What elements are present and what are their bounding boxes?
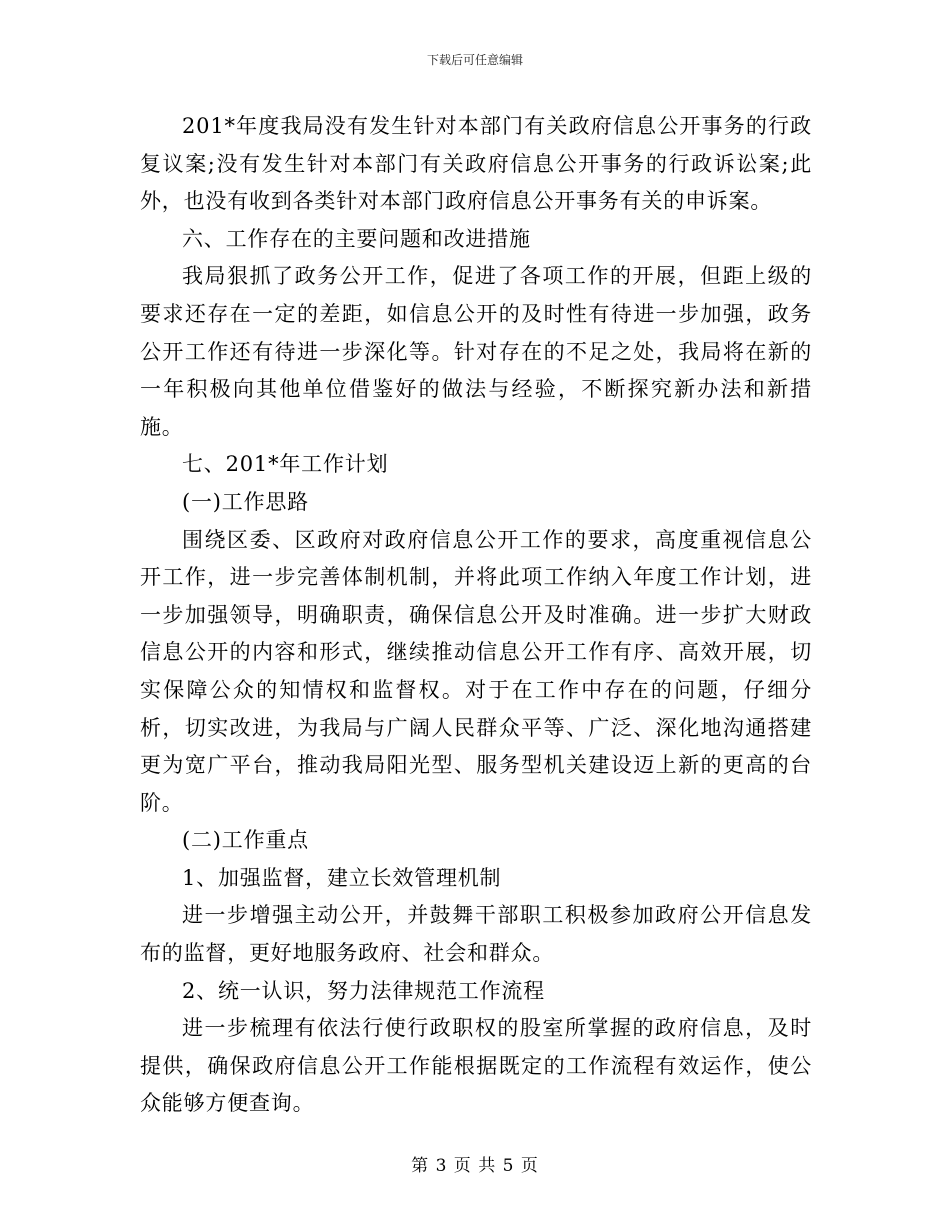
page-number-footer: 第 3 页 共 5 页 <box>411 1156 539 1176</box>
heading-section-six: 六、工作存在的主要问题和改进措施 <box>182 226 531 251</box>
paragraph-unify-standards: 进一步梳理有依法行使行政职权的股室所掌握的政府信息，及时提供，确保政府信息公开工作能根据既定的工作流程有效运作，使公众能够方便查询。 <box>140 1016 812 1116</box>
heading-section-seven: 七、201*年工作计划 <box>182 452 389 477</box>
paragraph-complaints-summary: 201*年度我局没有发生针对本部门有关政府信息公开事务的行政复议案;没有发生针对本部门有关政府信息公开事务的行政诉讼案;此外，也没有收到各类针对本部门政府信息公开事务有关的申诉案。 <box>140 114 812 214</box>
document-body <box>140 108 812 1123</box>
paragraph-work-approach: 围绕区委、区政府对政府信息公开工作的要求，高度重视信息公开工作，进一步完善体制机制，并将此项工作纳入年度工作计划，进一步加强领导，明确职责，确保信息公开及时准确。进一步扩大财政信息公开的内容和形式，继续推动信息公开工作有序、高效开展，切实保障公众的知情权和监督权。对于在工作中存在的问题，仔细分析，切实改进，为我局与广阔人民群众平等、广泛、深化地沟通搭建更为宽广平台，推动我局阳光型、服务型机关建设迈上新的更高的台阶。 <box>140 527 812 815</box>
subheading-work-focus: (二)工作重点 <box>182 828 309 853</box>
subheading-work-approach: (一)工作思路 <box>182 489 309 514</box>
item-heading-supervision: 1、加强监督，建立长效管理机制 <box>182 865 502 890</box>
page-header: 下载后可任意编辑 <box>426 53 523 67</box>
paragraph-supervision: 进一步增强主动公开，并鼓舞干部职工积极参加政府公开信息发布的监督，更好地服务政府、社会和群众。 <box>140 903 812 966</box>
paragraph-problems-measures: 我局狠抓了政务公开工作，促进了各项工作的开展，但距上级的要求还存在一定的差距，如信息公开的及时性有待进一步加强，政务公开工作还有待进一步深化等。针对存在的不足之处，我局将在新的一年积极向其他单位借鉴好的做法与经验，不断探究新办法和新措施。 <box>140 264 812 439</box>
item-heading-unify-standards: 2、统一认识，努力法律规范工作流程 <box>182 978 545 1003</box>
